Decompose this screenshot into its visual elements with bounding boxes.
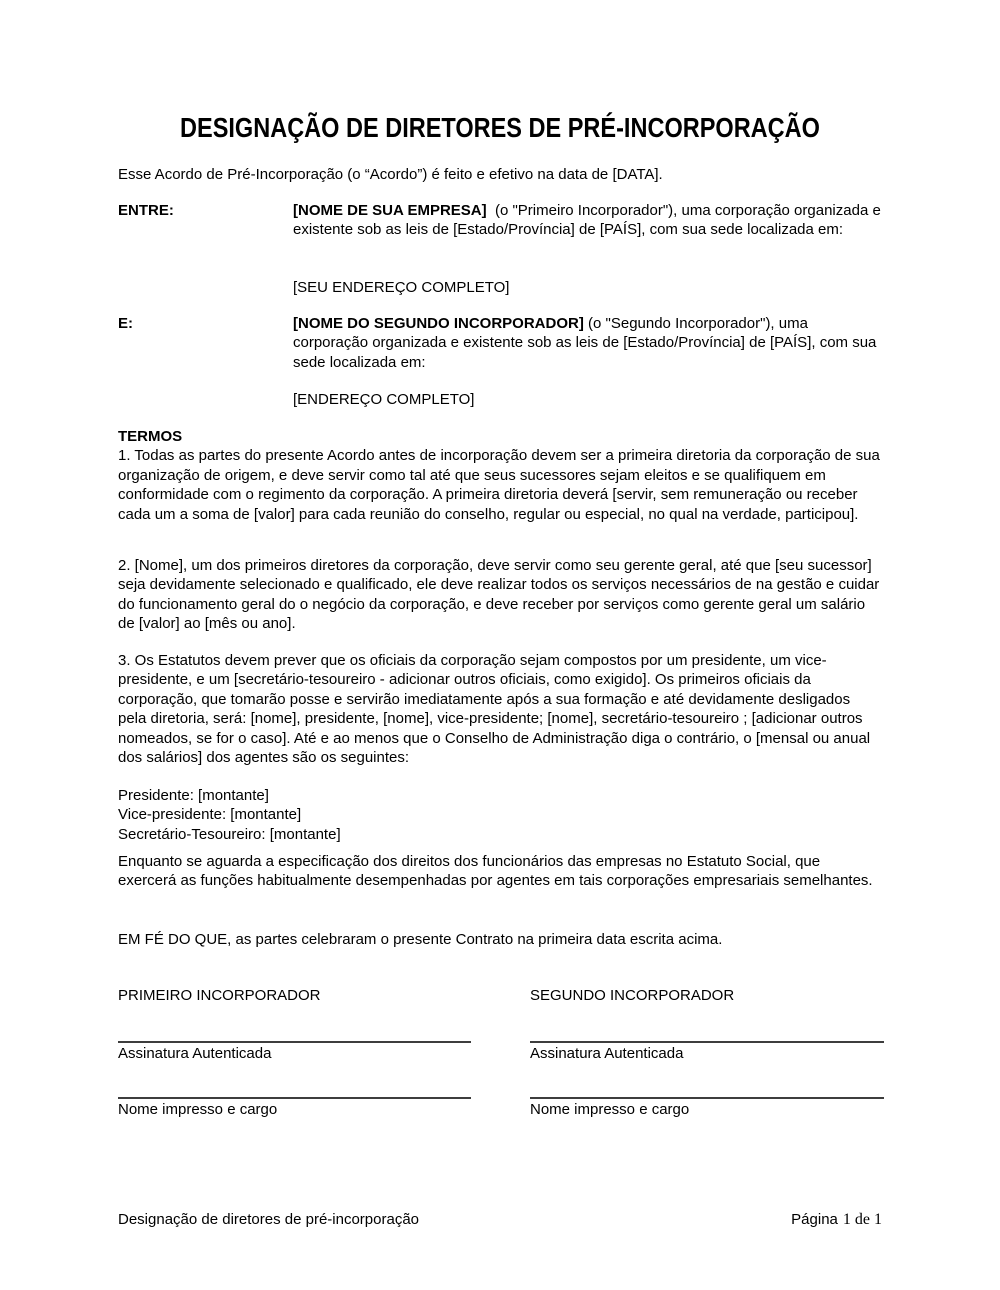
party-block-second	[118, 314, 882, 372]
printed-name-line-second	[530, 1097, 884, 1099]
party-description-first: (o "Primeiro Incorporador"), uma corporação organizada e existente sob as leis de [Estado/Província] de [PAÍS], com sua sede localizada em:	[293, 202, 885, 239]
signature-line-second	[530, 1041, 884, 1043]
party-name-second: [NOME DO SEGUNDO INCORPORADOR]	[293, 315, 584, 332]
signature-label-second: Assinatura Autenticada	[530, 1045, 684, 1062]
pending-paragraph: Enquanto se aguarda a especificação dos direitos dos funcionários das empresas no Estatuto Social, que exercerá as funções habitualmente desempenhadas por agentes em tais corporações empresariais semelhantes.	[118, 853, 873, 890]
party-text-first	[293, 201, 885, 240]
term-paragraph-2: 2. [Nome], um dos primeiros diretores da corporação, deve servir como seu gerente geral, até que [seu sucessor] seja devidamente selecionado e qualificado, ele deve realizar todos os serviços necessários de na gestão e cuidar do funcionamento geral do o negócio da corporação, e deve receber por serviços como gerente geral um salário de [valor] ao [mês ou ano].	[118, 557, 880, 633]
footer-page-value: 1 de 1	[842, 1211, 882, 1228]
signature-block-second-incorporator	[530, 986, 884, 1136]
page-footer	[118, 1210, 882, 1229]
party-label-entre: ENTRE:	[118, 202, 174, 219]
party-block-first	[118, 201, 885, 240]
party-text-second	[293, 314, 882, 372]
terms-heading: TERMOS	[118, 428, 183, 445]
term-paragraph-1: 1. Todas as partes do presente Acordo antes de incorporação devem ser a primeira diretoria da corporação de sua organização de origem, e deve servir como tal até que seus sucessores sejam eleitos e se qualifiquem em conformidade com o regimento da corporação. A primeira diretoria deverá [servir, sem remuneração ou receber cada um a soma de [valor] para cada reunião do conselho, regular ou especial, no qual na verdade, participou].	[118, 447, 880, 523]
term-paragraph-3: 3. Os Estatutos devem prever que os oficiais da corporação sejam compostos por um presidente, um vice-presidente, e um [secretário-tesoureiro - adicionar outros oficiais, como exigido]. Os primeiros oficiais da corporação, que tomarão posse e servirão imediatamente após a sua formação e até devidamente desligados pela diretoria, será: [nome], presidente, [nome], vice-presidente; [nome], secretário-tesoureiro ; [adicionar outros nomeados, se for o caso]. Até e ao menos que o Conselho de Administração diga o contrário, o [mensal ou anual dos salários] dos agentes são os seguintes:	[118, 652, 871, 767]
party-name-first: [NOME DE SUA EMPRESA]	[293, 202, 487, 219]
signature-label-first: Assinatura Autenticada	[118, 1045, 272, 1062]
salary-item-president: Presidente: [montante]	[118, 787, 269, 804]
party-description-second: (o "Segundo Incorporador"), uma corporação organizada e existente sob as leis de [Estado/Província] de [PAÍS], com sua sede localizada em:	[293, 315, 881, 371]
signature-block-first-incorporator	[118, 986, 471, 1136]
terms-section	[118, 427, 882, 524]
printed-name-label-first: Nome impresso e cargo	[118, 1101, 278, 1118]
signature-line-first	[118, 1041, 471, 1043]
salary-item-secretary-treasurer: Secretário-Tesoureiro: [montante]	[118, 825, 341, 843]
printed-name-label-second: Nome impresso e cargo	[530, 1101, 690, 1118]
salary-list	[118, 786, 882, 844]
salary-item-vice-president: Vice-presidente: [montante]	[118, 806, 302, 824]
party-label-e: E:	[118, 315, 133, 332]
footer-page-label: Página	[791, 1211, 838, 1228]
party-address-second: [ENDEREÇO COMPLETO]	[293, 391, 475, 408]
party-address-first: [SEU ENDEREÇO COMPLETO]	[293, 279, 510, 296]
printed-name-line-first	[118, 1097, 471, 1099]
witness-paragraph: EM FÉ DO QUE, as partes celebraram o presente Contrato na primeira data escrita acima.	[118, 931, 723, 948]
signature-heading-first: PRIMEIRO INCORPORADOR	[118, 987, 321, 1004]
footer-page-number	[791, 1210, 882, 1229]
document-title: DESIGNAÇÃO DE DIRETORES DE PRÉ-INCORPORAÇÃO	[180, 112, 820, 143]
footer-document-name: Designação de diretores de pré-incorporação	[118, 1211, 420, 1228]
signature-heading-second: SEGUNDO INCORPORADOR	[530, 987, 735, 1004]
intro-paragraph: Esse Acordo de Pré-Incorporação (o “Acordo”) é feito e efetivo na data de [DATA].	[118, 166, 663, 183]
